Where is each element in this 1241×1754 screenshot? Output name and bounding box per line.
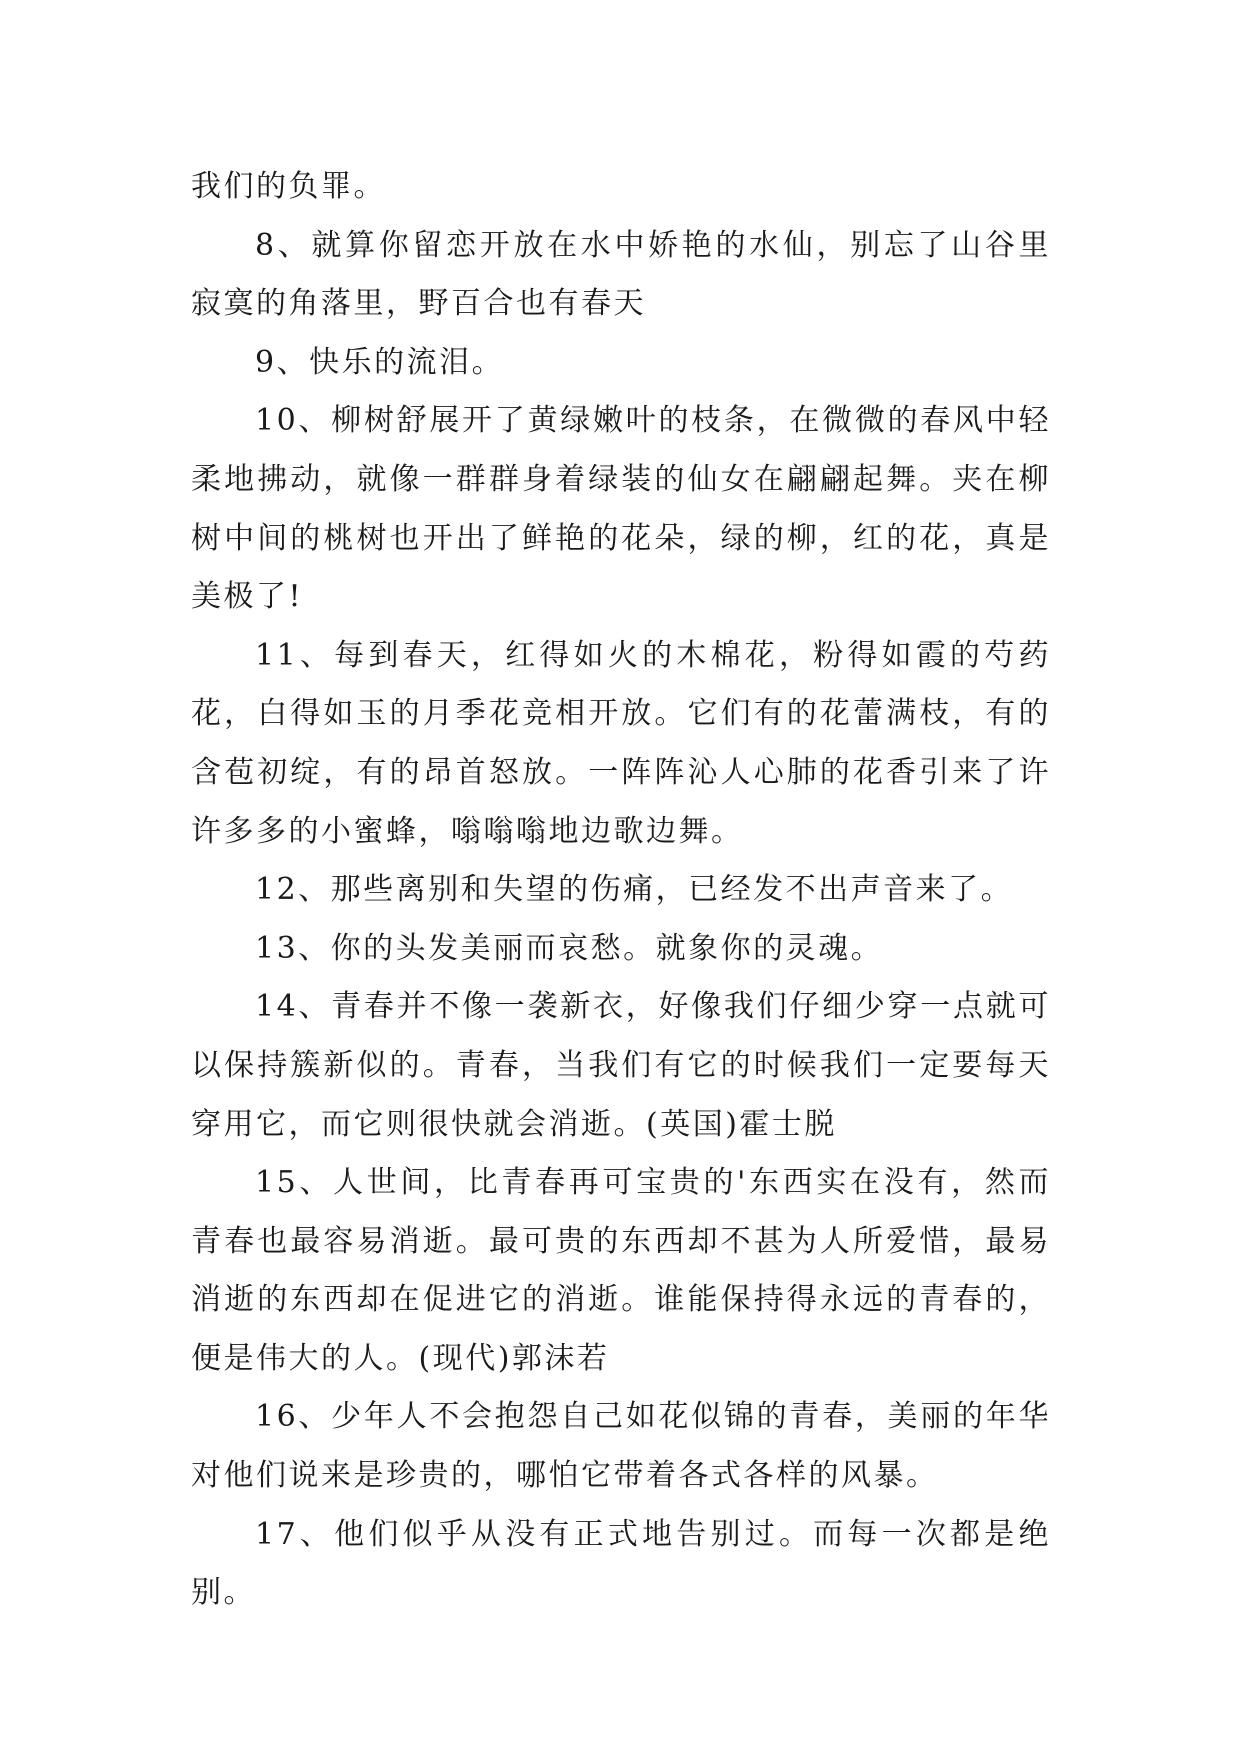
paragraph-continuation: 我们的负罪。 — [191, 169, 386, 204]
paragraph-item-8: 8、就算你留恋开放在水中娇艳的水仙，别忘了山谷里寂寞的角落里，野百合也有春天 — [191, 227, 1051, 322]
paragraph-item-14: 14、青春并不像一袭新衣，好像我们仔细少穿一点就可以保持簇新似的。青春，当我们有它的时候我们一定要每天穿用它，而它则很快就会消逝。(英国)霍士脱 — [191, 989, 1051, 1142]
paragraph-item-9: 9、快乐的流泪。 — [255, 344, 505, 380]
paragraph-item-16: 16、少年人不会抱怨自己如花似锦的青春，美丽的年华对他们说来是珍贵的，哪怕它带着各式各样的风暴。 — [191, 1399, 1051, 1494]
document-body — [191, 158, 1051, 1623]
paragraph-item-10: 10、柳树舒展开了黄绿嫩叶的枝条，在微微的春风中轻柔地拂动，就像一群群身着绿装的仙女在翩翩起舞。夹在柳树中间的桃树也开出了鲜艳的花朵，绿的柳，红的花，真是美极了! — [191, 403, 1051, 615]
paragraph-item-12: 12、那些离别和失望的伤痛，已经发不出声音来了。 — [255, 872, 1014, 908]
paragraph-item-11: 11、每到春天，红得如火的木棉花，粉得如霞的芍药花，白得如玉的月季花竞相开放。它们有的花蕾满枝，有的含苞初绽，有的昂首怒放。一阵阵沁人心肺的花香引来了许许多多的小蜜蜂，嗡嗡嗡地边歌边舞。 — [191, 637, 1051, 849]
paragraph-item-15: 15、人世间，比青春再可宝贵的'东西实在没有，然而青春也最容易消逝。最可贵的东西却不甚为人所爱惜，最易消逝的东西却在促进它的消逝。谁能保持得永远的青春的，便是伟大的人。(现代)郭沫若 — [191, 1165, 1051, 1376]
paragraph-item-17: 17、他们似乎从没有正式地告别过。而每一次都是绝别。 — [191, 1516, 1051, 1611]
paragraph-item-13: 13、你的头发美丽而哀愁。就象你的灵魂。 — [255, 930, 884, 966]
